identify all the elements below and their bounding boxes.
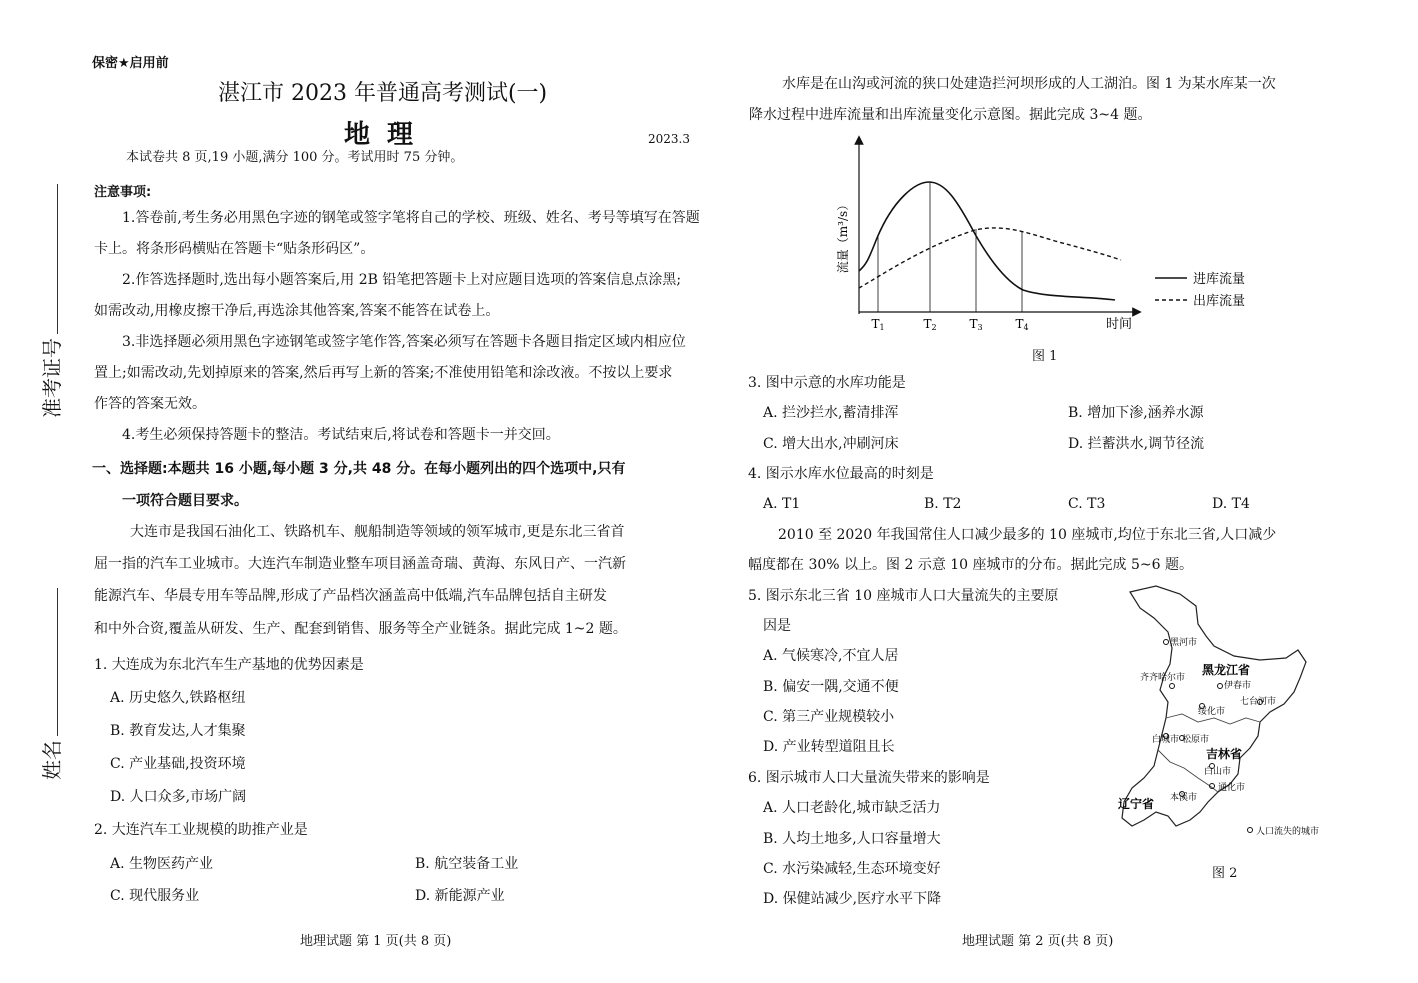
q5-option-c[interactable]: C. 第三产业规模较小: [763, 709, 895, 725]
q3-option-a[interactable]: A. 拦沙拦水,蓄清排浑: [763, 405, 899, 421]
q4-option-d[interactable]: D. T4: [1212, 496, 1250, 512]
city-marker-heihe: [1164, 640, 1169, 645]
province-jilin: 吉林省: [1206, 747, 1243, 761]
passage-line: 幅度都在 30% 以上。图 2 示意 10 座城市的分布。据此完成 5~6 题。: [748, 557, 1193, 573]
note-line: 卡上。将条形码横贴在答题卡“贴条形码区”。: [94, 241, 375, 257]
q2-option-a[interactable]: A. 生物医药产业: [110, 856, 214, 872]
passage-line: 能源汽车、华晨专用车等品牌,形成了产品档次涵盖高中低端,汽车品牌包括自主研发: [94, 588, 607, 604]
question-2-stem: 2. 大连汽车工业规模的助推产业是: [94, 822, 308, 838]
q4-option-b[interactable]: B. T2: [924, 496, 962, 512]
province-liaoning: 辽宁省: [1118, 797, 1155, 811]
tick-t1: T1: [871, 317, 885, 332]
northeast-outline: [1122, 586, 1306, 826]
city-heihe: 黑河市: [1170, 638, 1198, 648]
exam-title: 湛江市 2023 年普通高考测试(一): [218, 81, 548, 106]
note-line: 1.答卷前,考生务必用黑色字迹的钢笔或签字笔将自己的学校、班级、姓名、考号等填写在答题: [122, 210, 700, 226]
note-line: 3.非选择题必须用黑色字迹钢笔或签字笔作答,答案必须写在答题卡各题目指定区域内相应位: [122, 334, 686, 350]
q3-option-b[interactable]: B. 增加下渗,涵养水源: [1068, 405, 1204, 421]
note-line: 作答的答案无效。: [94, 396, 206, 412]
x-axis-label: 时间: [1105, 317, 1133, 332]
figure-1-flow-chart: [825, 128, 1265, 368]
q6-option-a[interactable]: A. 人口老龄化,城市缺乏活力: [763, 800, 941, 816]
q5-option-b[interactable]: B. 偏安一隅,交通不便: [763, 679, 899, 695]
name-fill-line: [57, 588, 58, 736]
q2-option-d[interactable]: D. 新能源产业: [415, 888, 505, 904]
inflow-curve: [859, 182, 1115, 300]
section-heading-cont: 一项符合题目要求。: [122, 493, 248, 509]
name-label: 姓名: [40, 740, 64, 780]
city-songyuan: 松原市: [1182, 735, 1210, 745]
passage-line: 屈一指的汽车工业城市。大连汽车制造业整车项目涵盖奇瑞、黄海、东风日产、一汽新: [94, 556, 626, 572]
section-heading: 一、选择题:本题共 16 小题,每小题 3 分,共 48 分。在每小题列出的四个选项中,只有: [92, 461, 626, 477]
q3-option-d[interactable]: D. 拦蓄洪水,调节径流: [1068, 436, 1205, 452]
question-5-stem-cont: 因是: [763, 618, 791, 634]
note-line: 如需改动,用橡皮擦干净后,再选涂其他答案,答案不能答在试卷上。: [94, 303, 500, 319]
q5-option-a[interactable]: A. 气候寒冷,不宜人居: [763, 648, 899, 664]
city-benxi: 本溪市: [1170, 793, 1198, 803]
note-line: 4.考生必须保持答题卡的整洁。考试结束后,将试卷和答题卡一并交回。: [122, 427, 560, 443]
q6-option-b[interactable]: B. 人均土地多,人口容量增大: [763, 831, 941, 847]
q4-option-c[interactable]: C. T3: [1068, 496, 1106, 512]
exam-id-label: 准考证号: [40, 338, 64, 418]
figure-2-northeast-map: [1110, 582, 1350, 847]
page-footer-right: 地理试题 第 2 页(共 8 页): [962, 934, 1114, 949]
city-qiqihar: 齐齐哈尔市: [1140, 673, 1186, 683]
legend-city-marker: [1248, 828, 1253, 833]
figure-2-caption: 图 2: [1212, 866, 1238, 881]
question-3-stem: 3. 图中示意的水库功能是: [748, 375, 906, 391]
city-tonghua: 通化市: [1218, 783, 1246, 793]
legend-city-label: 人口流失的城市: [1256, 827, 1320, 837]
city-baishan: 白山市: [1204, 767, 1232, 777]
question-5-stem: 5. 图示东北三省 10 座城市人口大量流失的主要原: [748, 588, 1059, 604]
q5-option-d[interactable]: D. 产业转型道阻且长: [763, 739, 895, 755]
q6-option-d[interactable]: D. 保健站减少,医疗水平下降: [763, 891, 942, 907]
note-line: 2.作答选择题时,选出每小题答案后,用 2B 铅笔把答题卡上对应题目选项的答案信息点涂黑;: [122, 272, 682, 288]
city-yichun: 伊春市: [1224, 681, 1252, 691]
tick-t4: T4: [1015, 317, 1029, 332]
city-marker-qiqihar: [1170, 684, 1175, 689]
legend-inflow-label: 进库流量: [1193, 272, 1246, 287]
page-footer-left: 地理试题 第 1 页(共 8 页): [300, 934, 452, 949]
q4-option-a[interactable]: A. T1: [763, 496, 801, 512]
q1-option-d[interactable]: D. 人口众多,市场广阔: [110, 789, 247, 805]
confidential-label: 保密★启用前: [92, 56, 169, 71]
q1-option-c[interactable]: C. 产业基础,投资环境: [110, 756, 246, 772]
subject-title: 地 理: [344, 120, 418, 150]
y-axis-label: 流量（m³/s）: [836, 198, 850, 274]
legend-outflow-label: 出库流量: [1193, 294, 1246, 309]
notes-heading: 注意事项:: [94, 185, 152, 200]
passage-line: 2010 至 2020 年我国常住人口减少最多的 10 座城市,均位于东北三省,人口减少: [778, 527, 1277, 543]
question-4-stem: 4. 图示水库水位最高的时刻是: [748, 466, 934, 482]
passage-line: 降水过程中进库流量和出库流量变化示意图。据此完成 3~4 题。: [749, 107, 1152, 123]
q2-option-b[interactable]: B. 航空装备工业: [415, 856, 519, 872]
exam-id-fill-line: [57, 184, 58, 334]
tick-t2: T2: [923, 317, 937, 332]
q3-option-c[interactable]: C. 增大出水,冲刷河床: [763, 436, 899, 452]
passage-line: 大连市是我国石油化工、铁路机车、舰船制造等领域的领军城市,更是东北三省首: [130, 524, 625, 540]
province-heilongjiang: 黑龙江省: [1202, 663, 1251, 677]
question-6-stem: 6. 图示城市人口大量流失带来的影响是: [748, 770, 990, 786]
q2-option-c[interactable]: C. 现代服务业: [110, 888, 200, 904]
question-1-stem: 1. 大连成为东北汽车生产基地的优势因素是: [94, 657, 364, 673]
city-suihua: 绥化市: [1198, 707, 1226, 717]
q1-option-a[interactable]: A. 历史悠久,铁路枢纽: [110, 690, 246, 706]
exam-summary: 本试卷共 8 页,19 小题,满分 100 分。考试用时 75 分钟。: [126, 150, 464, 165]
city-qitaihe: 七台河市: [1240, 697, 1277, 707]
note-line: 置上;如需改动,先划掉原来的答案,然后再写上新的答案;不准使用铅笔和涂改液。不按以上要求: [94, 365, 673, 381]
passage-line: 和中外合资,覆盖从研发、生产、配套到销售、服务等全产业链条。据此完成 1~2 题。: [94, 621, 627, 637]
figure-1-caption: 图 1: [1032, 349, 1058, 364]
passage-line: 水库是在山沟或河流的狭口处建造拦河坝形成的人工湖泊。图 1 为某水库某一次: [782, 76, 1276, 92]
q1-option-b[interactable]: B. 教育发达,人才集聚: [110, 723, 246, 739]
city-marker-yichun: [1218, 684, 1223, 689]
q6-option-c[interactable]: C. 水污染减轻,生态环境变好: [763, 861, 941, 877]
tick-t3: T3: [969, 317, 983, 332]
exam-date: 2023.3: [648, 132, 690, 146]
city-baicheng: 白城市: [1152, 735, 1180, 745]
